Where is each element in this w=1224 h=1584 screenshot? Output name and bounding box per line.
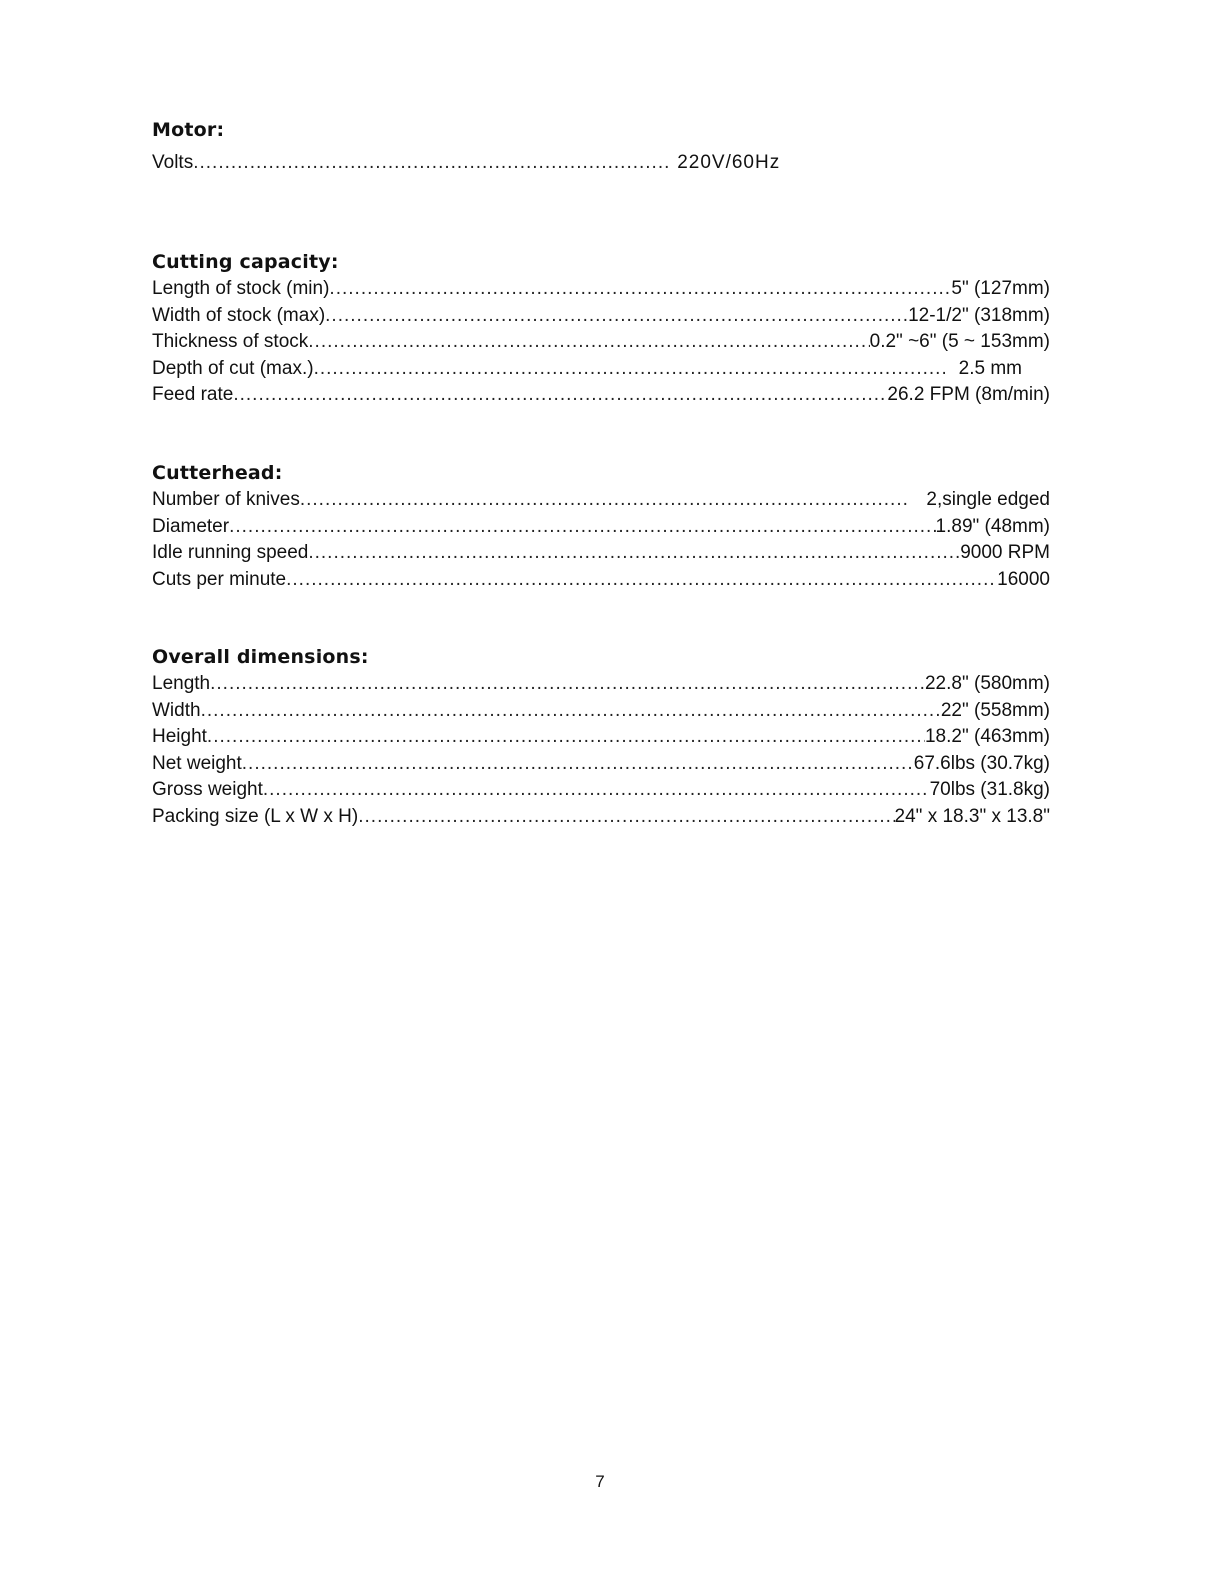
spec-row-thickness-of-stock bbox=[152, 329, 1050, 356]
spec-label: Cuts per minute bbox=[152, 568, 287, 590]
spec-label: Number of knives bbox=[152, 489, 300, 510]
spec-label: Width of stock (max) bbox=[152, 304, 326, 326]
spec-value: 22" (558mm) bbox=[940, 699, 1050, 721]
spec-value: 2.5 mm bbox=[958, 357, 1022, 379]
spec-label: Volts bbox=[152, 152, 194, 173]
spec-value: 2,single edged bbox=[926, 489, 1050, 510]
spec-value: 220V/60Hz bbox=[677, 152, 781, 173]
spec-value: 22.8" (580mm) bbox=[924, 673, 1050, 694]
spec-row-width bbox=[152, 698, 1050, 725]
spec-label: Depth of cut (max.) bbox=[152, 357, 314, 379]
spec-value: 5" (127mm) bbox=[951, 278, 1050, 299]
dot-leader bbox=[314, 356, 945, 383]
dot-leader bbox=[242, 751, 914, 778]
spec-row-cuts-per-minute bbox=[152, 567, 1050, 594]
overall-dimensions-section bbox=[152, 645, 1050, 830]
spec-value: 70lbs (31.8kg) bbox=[929, 779, 1050, 800]
page-number: 7 bbox=[595, 1472, 605, 1491]
cutting-capacity-heading: Cutting capacity: bbox=[152, 251, 339, 273]
spec-row-diameter bbox=[152, 514, 1050, 541]
spec-label: Length bbox=[152, 673, 211, 694]
dot-leader bbox=[358, 804, 894, 831]
dot-leader bbox=[308, 329, 869, 356]
spec-value: 1.89" (48mm) bbox=[935, 515, 1050, 537]
spec-label: Width bbox=[152, 699, 201, 721]
spec-row-net-weight bbox=[152, 751, 1050, 778]
spec-value: 16000 bbox=[997, 568, 1050, 590]
cutting-capacity-section bbox=[152, 250, 1050, 409]
spec-label: Feed rate bbox=[152, 384, 234, 405]
spec-value: 0.2" ~6" (5 ~ 153mm) bbox=[869, 331, 1050, 352]
dot-leader bbox=[325, 303, 908, 330]
dot-leader bbox=[233, 382, 887, 409]
spec-value: 18.2" (463mm) bbox=[924, 726, 1050, 747]
spec-row-depth-of-cut bbox=[152, 356, 1050, 383]
spec-value: 12-1/2" (318mm) bbox=[908, 304, 1050, 326]
spec-row-height bbox=[152, 724, 1050, 751]
spec-row-idle-running-speed bbox=[152, 540, 1050, 567]
spec-label: Packing size (L x W x H) bbox=[152, 805, 359, 827]
dot-leader bbox=[207, 724, 925, 751]
dot-leader bbox=[210, 671, 925, 698]
spec-row-length bbox=[152, 671, 1050, 698]
spec-row-packing-size bbox=[152, 804, 1050, 831]
spec-value: 9000 RPM bbox=[960, 542, 1050, 563]
dot-leader bbox=[329, 276, 951, 303]
dot-leader bbox=[263, 777, 930, 804]
spec-label: Diameter bbox=[152, 515, 230, 537]
spec-label: Net weight bbox=[152, 752, 242, 774]
spec-label: Gross weight bbox=[152, 779, 263, 800]
spec-row-width-of-stock bbox=[152, 303, 1050, 330]
cutterhead-heading: Cutterhead: bbox=[152, 462, 283, 484]
spec-row-number-of-knives bbox=[152, 487, 1050, 514]
dot-leader bbox=[193, 150, 671, 177]
spec-row-length-of-stock bbox=[152, 276, 1050, 303]
overall-dimensions-heading: Overall dimensions: bbox=[152, 646, 369, 668]
motor-heading: Motor: bbox=[152, 119, 225, 141]
spec-row-feed-rate bbox=[152, 382, 1050, 409]
spec-label: Idle running speed bbox=[152, 542, 309, 563]
cutterhead-section bbox=[152, 461, 1050, 593]
spec-value: 67.6lbs (30.7kg) bbox=[913, 752, 1050, 774]
spec-value: 24" x 18.3" x 13.8" bbox=[894, 805, 1050, 827]
spec-row-volts bbox=[152, 150, 1050, 177]
dot-leader bbox=[308, 540, 960, 567]
dot-leader bbox=[201, 698, 941, 725]
spec-label: Thickness of stock bbox=[152, 331, 309, 352]
spec-row-gross-weight bbox=[152, 777, 1050, 804]
motor-section bbox=[152, 118, 1050, 177]
dot-leader bbox=[286, 567, 997, 594]
spec-label: Length of stock (min) bbox=[152, 278, 330, 299]
spec-label: Height bbox=[152, 726, 207, 747]
dot-leader bbox=[300, 487, 911, 514]
dot-leader bbox=[229, 514, 935, 541]
spec-value: 26.2 FPM (8m/min) bbox=[887, 384, 1050, 405]
